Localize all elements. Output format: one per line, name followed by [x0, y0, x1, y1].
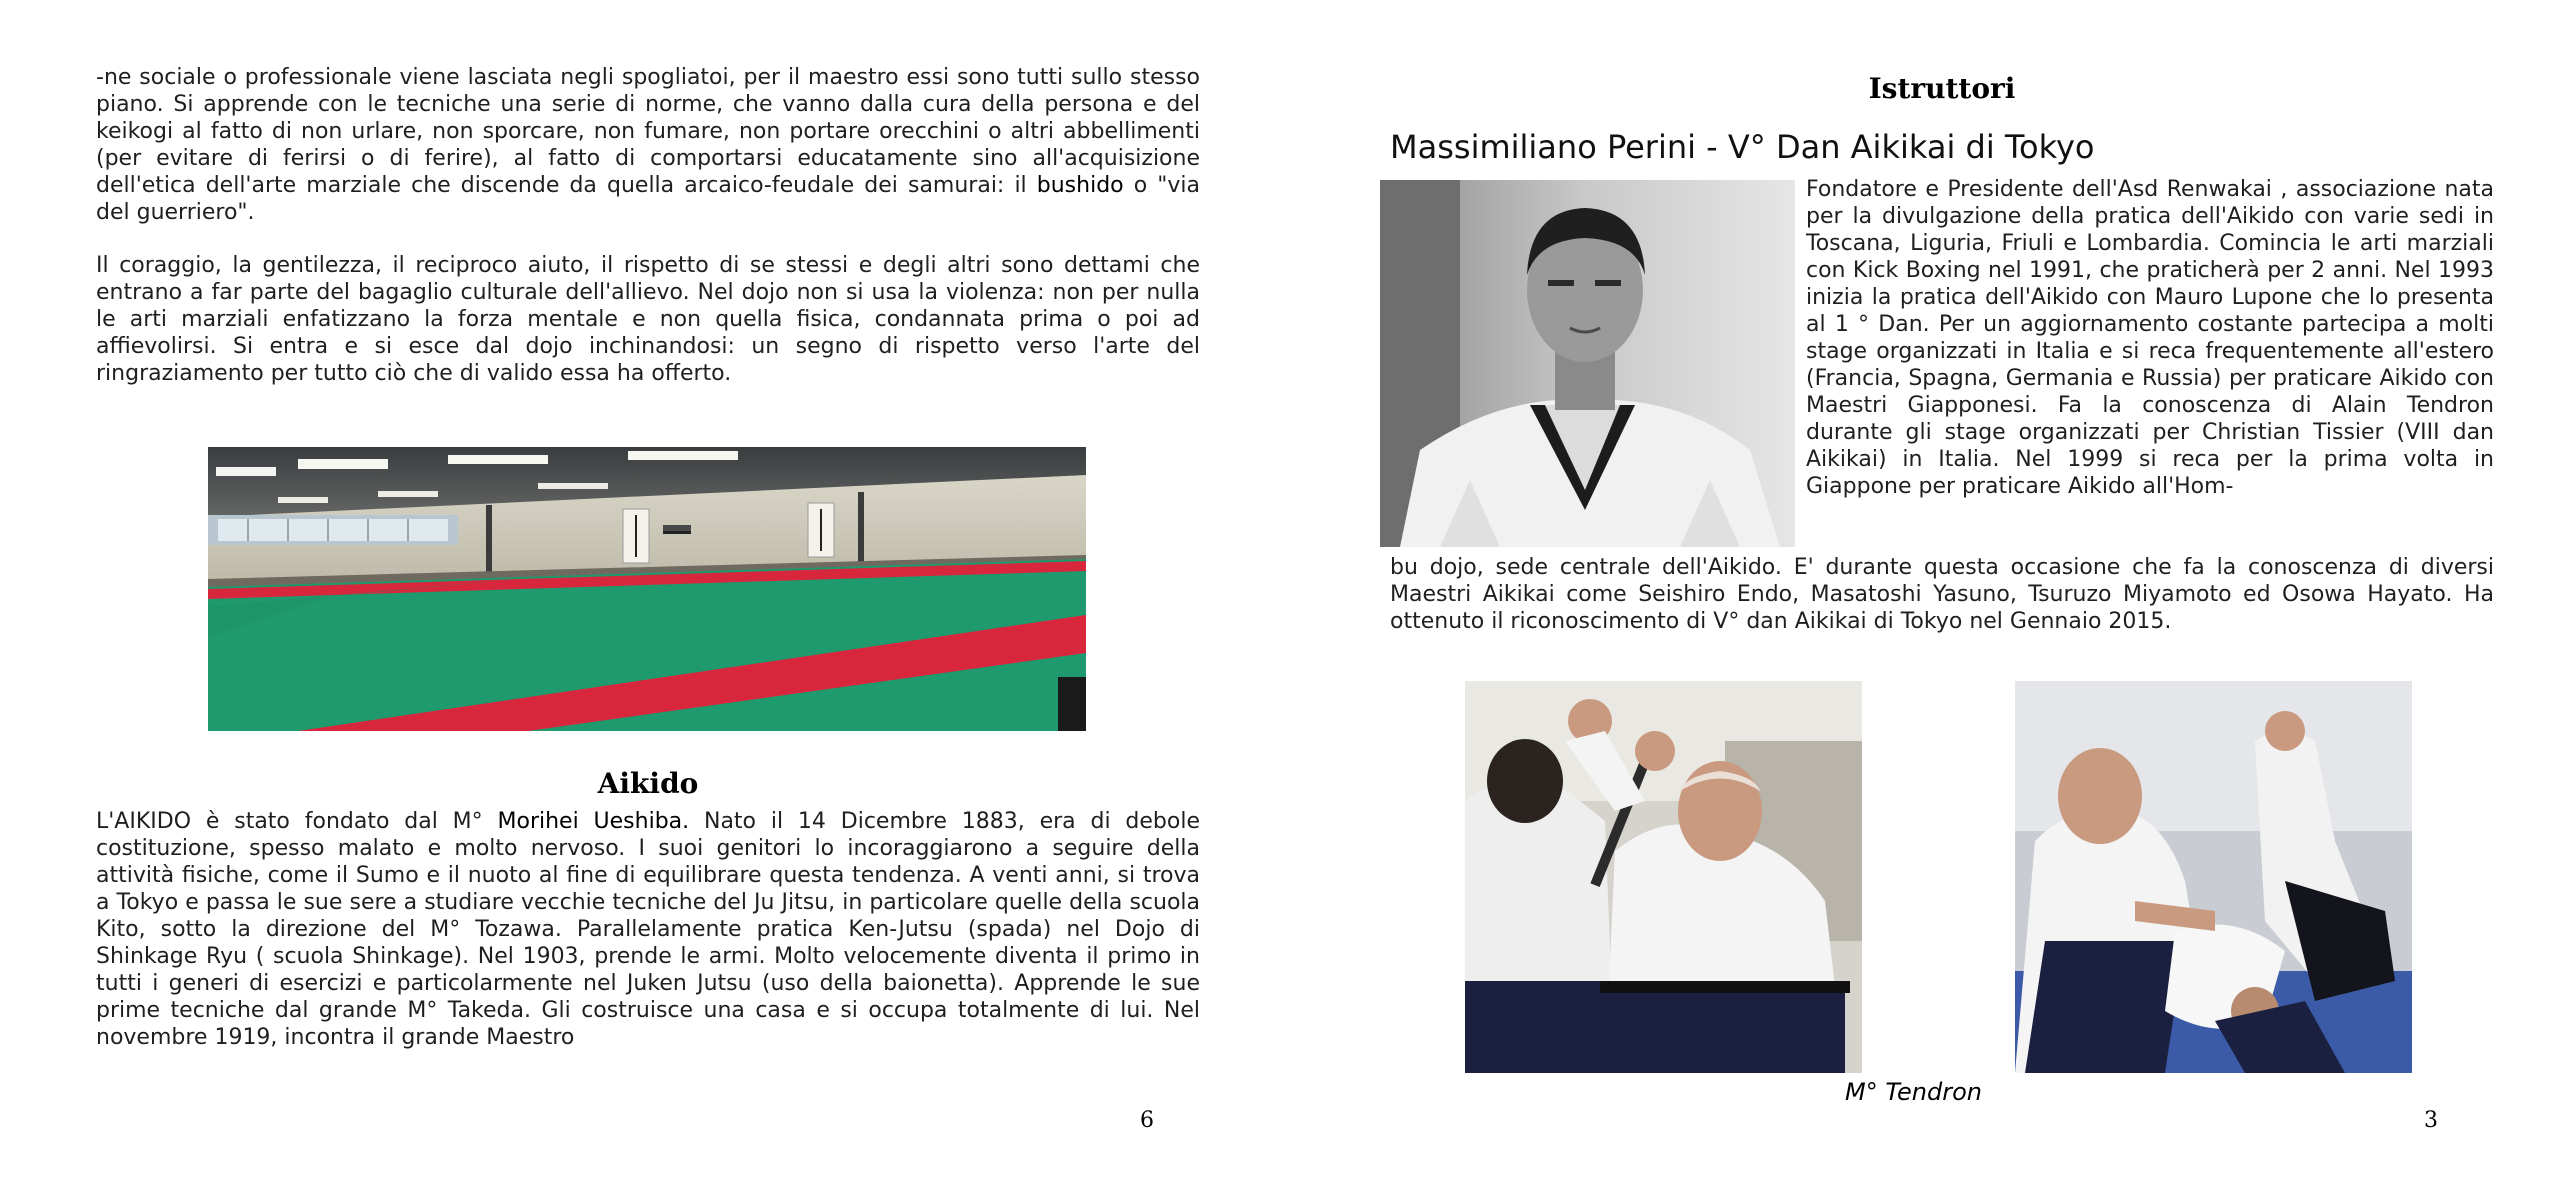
photo-caption: M° Tendron [1844, 1078, 1982, 1106]
instructor-portrait-photo [1380, 180, 1795, 547]
paragraph-text: L'AIKIDO è stato fondato dal M° [96, 809, 498, 834]
paragraph-text: Nato il 14 Dicembre 1883, era di debole costituzione, spesso malato e molto nervoso. I suoi genitori lo incoraggiarono a seguire della attività fisiche, come il Sumo e il nuoto al fine di equilibrare questa tendenza. A venti anni, si trova a Tokyo e passa le sue sere a studiare vecchie tecniche del Ju Jitsu, in particolare quelle della scuola Kito, sotto la direzione del M° Tozawa. Parallelamente pratica Ken-Jutsu (spada) nel Dojo di Shinkage Ryu ( scuola Shinkage). Nel 1903, prende le armi. Molto velocemente diventa il primo in tutti i generi di esercizi e particolarmente nel Juken Jutsu (uso della baionetta). Apprende le sue prime tecniche dal grande M° Takeda. Gli costruisce una casa e si occupa totalmente di lui. Nel novembre 1919, incontra il grande Maestro [96, 809, 1201, 1050]
dojo-gym-photo [208, 447, 1086, 731]
aikido-heading: Aikido [597, 767, 699, 800]
aikido-technique-photo-1 [1465, 681, 1862, 1073]
paragraph-text: o "via del guerriero". [96, 173, 1200, 225]
page-number-right: 3 [2424, 1108, 2438, 1133]
paragraph-text: -ne sociale o professionale viene lasciata negli spogliatoi, per il maestro essi sono tutti sullo stesso piano. Si apprende con le tecniche una serie di norme, che vanno dalla cura della persona e del keikogi al fatto di non urlare, non sporcare, non fumare, non portare orecchini o altri abbellimenti (per evitare di ferirsi o di ferire), al fatto di comportarsi educatamente sino all'acquisizione dell'etica dell'arte marziale che discende da quella arcaico-feudale dei samurai: il [96, 65, 1200, 198]
instructor-name: Massimiliano Perini - V° Dan Aikikai di Tokyo [1390, 128, 2095, 166]
page-number-left: 6 [1140, 1108, 1154, 1133]
dojo-values-paragraph: Il coraggio, la gentilezza, il reciproco aiuto, il rispetto di se stessi e degli altri sono dettami che entrano a far parte del bagaglio culturale dell'allievo. Nel dojo non si usa la violenza: non per nulla le arti marziali enfatizzano la forza mentale e non quella fisica, condannata prima o poi ad affievolirsi. Si entra e si esce dal dojo inchinandosi: un segno di rispetto verso l'arte del ringraziamento per tutto ciò che di valido essa ha offerto. [96, 253, 1200, 386]
instructor-bio-part-2: bu dojo, sede centrale dell'Aikido. E' durante questa occasione che fa la conoscenza di diversi Maestri Aikikai come Seishiro Endo, Masatoshi Yasuno, Tsuruzo Miyamoto ed Osowa Hayato. Ha ottenuto il riconoscimento di V° dan Aikikai di Tokyo nel Gennaio 2015. [1390, 555, 2494, 634]
aikido-technique-photo-2 [2015, 681, 2412, 1073]
dojo-etiquette-paragraph [96, 64, 1200, 226]
instructor-bio-part-1: Fondatore e Presidente dell'Asd Renwakai , associazione nata per la divulgazione della pratica dell'Aikido con varie sedi in Toscana, Liguria, Friuli e Lombardia. Comincia le arti marziali con Kick Boxing nel 1991, che praticherà per 2 anni. Nel 1993 inizia la pratica dell'Aikido con Mauro Lupone che lo presenta al 1 ° Dan. Per un aggiornamento costante partecipa a molti stage organizzati in Italia e si reca frequentemente all'estero (Francia, Spagna, Germania e Russia) per praticare Aikido con Maestri Giapponesi. Fa la conoscenza di Alain Tendron durante gli stage organizzati per Christian Tissier (VIII dan Aikikai) in Italia. Nel 1999 si reca per la prima volta in Giappone per praticare Aikido all'Hom- [1806, 177, 2494, 499]
istruttori-heading: Istruttori [1868, 72, 2016, 105]
bushido-term: bushido [1036, 173, 1124, 198]
aikido-history-paragraph [96, 808, 1200, 1051]
ueshiba-name: Morihei Ueshiba. [497, 809, 690, 834]
